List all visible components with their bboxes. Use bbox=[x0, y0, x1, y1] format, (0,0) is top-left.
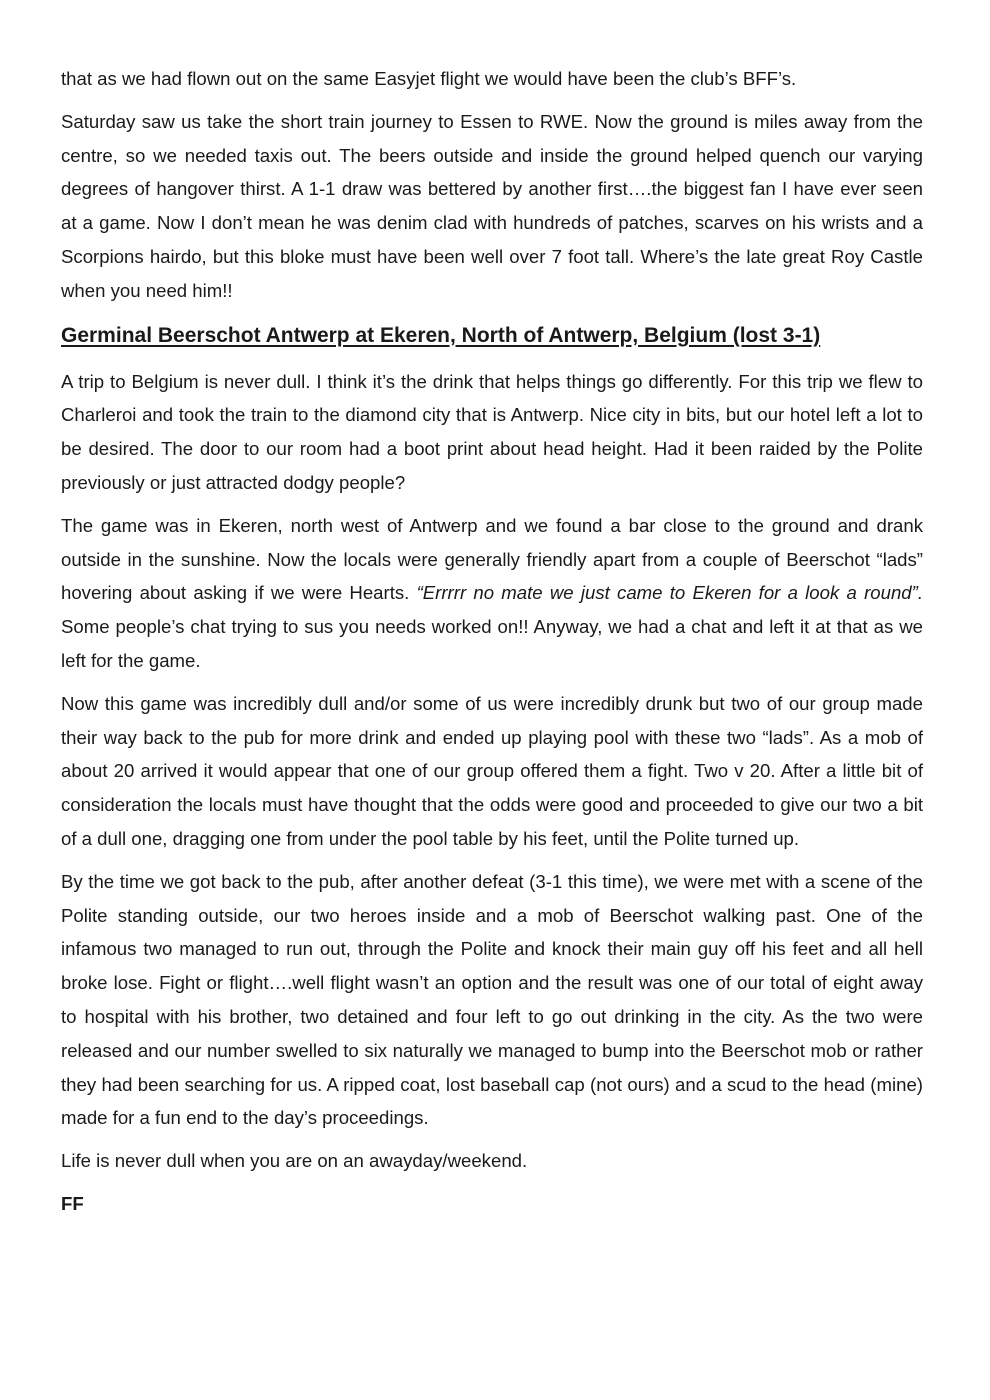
quoted-reply: “Errrrr no mate we just came to Ekeren for a look a round”. bbox=[416, 582, 924, 604]
paragraph-text: The game was in Ekeren, north west of Antwerp and we found a bar close to the ground and drank outside in the sunshine. Now the locals were generally friendly apart from a couple of Beerschot “lads” hovering about asking if we were Hearts. bbox=[61, 514, 923, 604]
document-page bbox=[61, 62, 923, 1221]
paragraph-belgium-trip: A trip to Belgium is never dull. I think it’s the drink that helps things go differently. For this trip we flew to Charleroi and took the train to the diamond city that is Antwerp. Nice city in bits, but our hotel left a lot to be desired. The door to our room had a boot print about head height. Had it been raided by the Polite previously or just attracted dodgy people? bbox=[61, 370, 923, 493]
paragraph-after-game: By the time we got back to the pub, after another defeat (3-1 this time), we were met with a scene of the Polite standing outside, our two heroes inside and a mob of Beerschot walking past. One of the infamous two managed to run out, through the Polite and knock their main guy off his feet and all hell broke lose. Fight or flight….well flight wasn’t an option and the result was one of our total of eight away to hospital with his brother, two detained and four left to go out drinking in the city. As the two were released and our number swelled to six naturally we managed to bump into the Beerschot mob or rather they had been searching for us. A ripped coat, lost baseball cap (not ours) and a scud to the head (mine) made for a fun end to the day’s proceedings. bbox=[61, 870, 923, 1129]
paragraph-text: Some people’s chat trying to sus you needs worked on!! Anyway, we had a chat and left it at that as we left for the game. bbox=[61, 616, 923, 671]
section-heading: Germinal Beerschot Antwerp at Ekeren, North of Antwerp, Belgium (lost 3-1) bbox=[61, 323, 821, 347]
author-signature: FF bbox=[61, 1192, 84, 1214]
paragraph-essen-trip: Saturday saw us take the short train journey to Essen to RWE. Now the ground is miles away from the centre, so we needed taxis out. The beers outside and inside the ground helped quench our varying degrees of hangover thirst. A 1-1 draw was bettered by another first….the biggest fan I have ever seen at a game. Now I don’t mean he was denim clad with hundreds of patches, scarves on his wrists and a Scorpions hairdo, but this bloke must have been well over 7 foot tall. Where’s the late great Roy Castle when you need him!! bbox=[61, 110, 923, 301]
paragraph-closing: Life is never dull when you are on an awayday/weekend. bbox=[61, 1150, 528, 1172]
paragraph-ekeren-bar bbox=[61, 509, 923, 678]
paragraph-intro-continuation: that as we had flown out on the same Easyjet flight we would have been the club’s BFF’s. bbox=[61, 68, 797, 89]
paragraph-pool-fight: Now this game was incredibly dull and/or some of us were incredibly drunk but two of our group made their way back to the pub for more drink and ended up playing pool with these two “lads”. As a mob of about 20 arrived it would appear that one of our group offered them a fight. Two v 20. After a little bit of consideration the locals must have thought that the odds were good and proceeded to give our two a bit of a dull one, dragging one from under the pool table by his feet, until the Polite turned up. bbox=[61, 692, 923, 849]
